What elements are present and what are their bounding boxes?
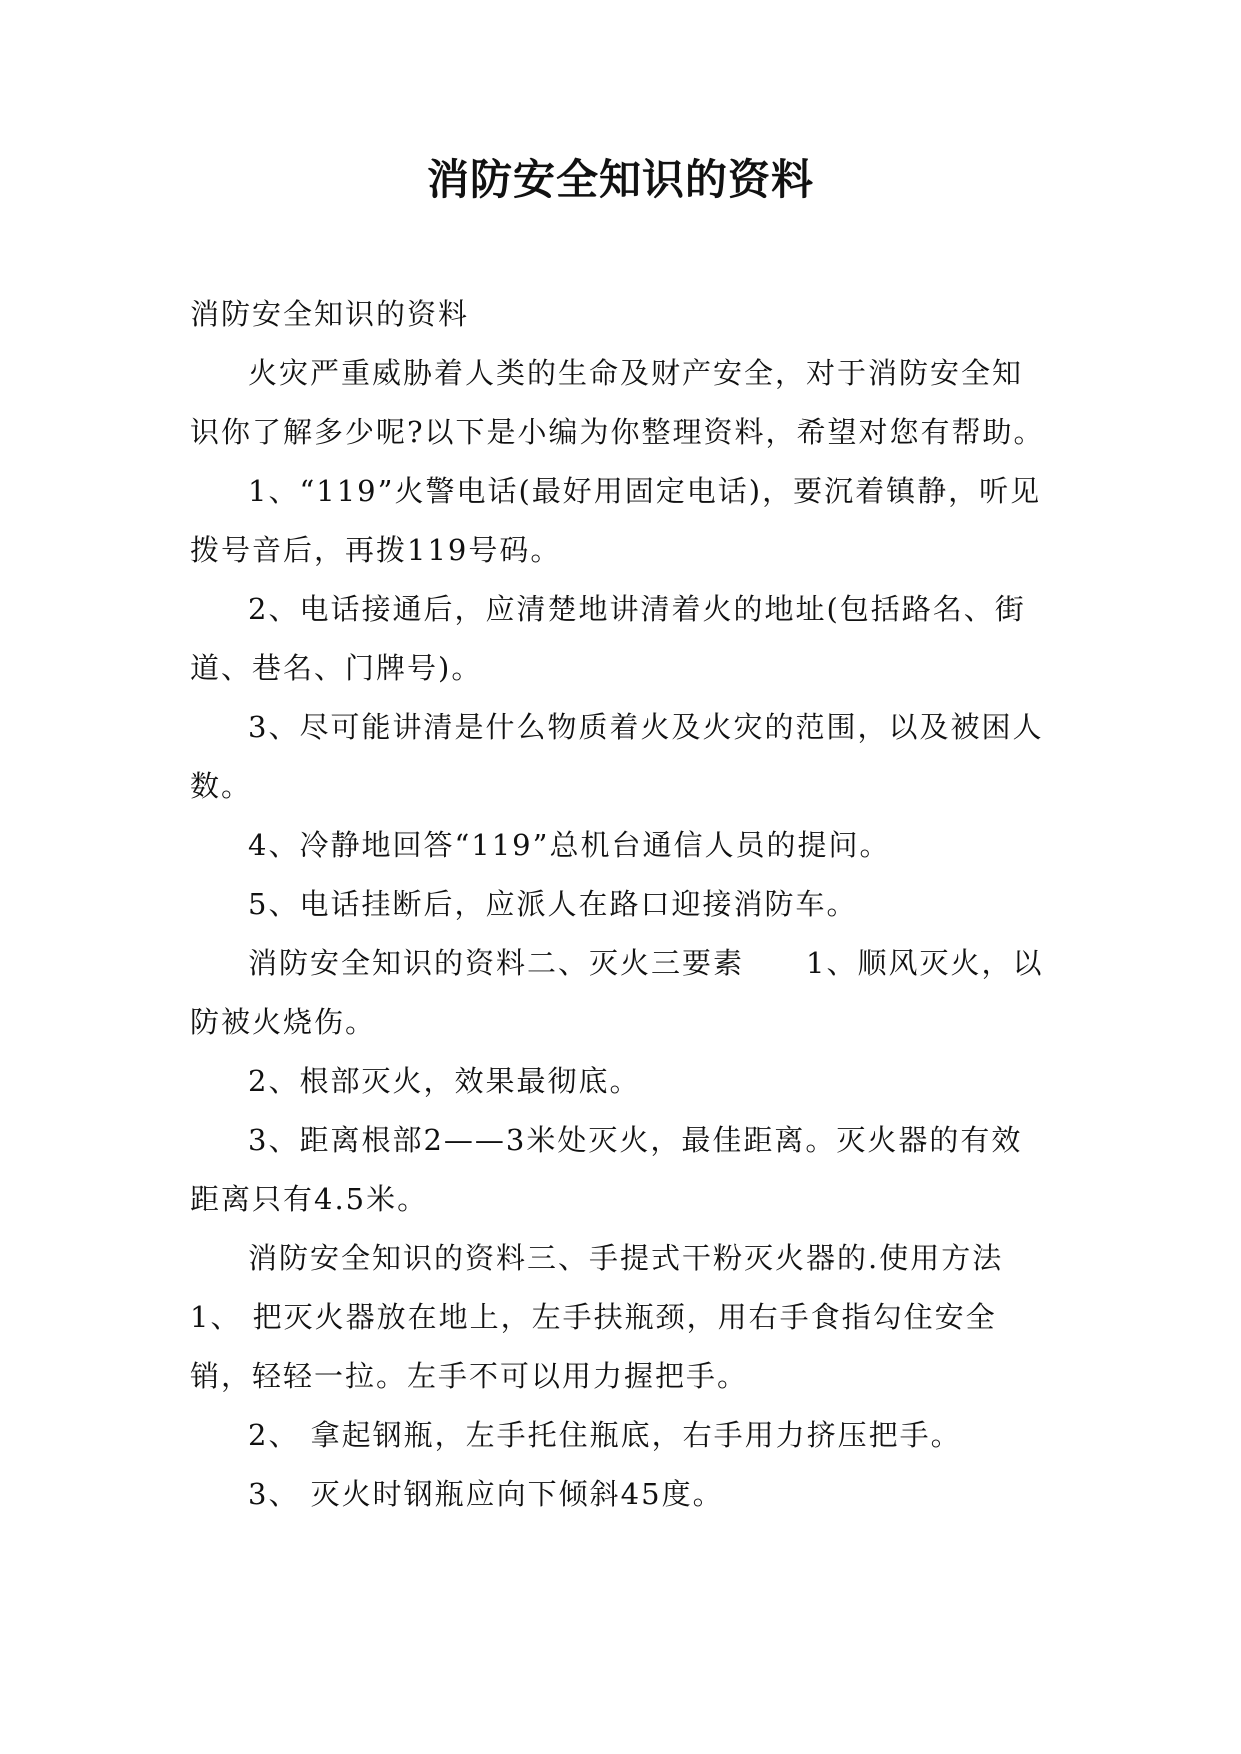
paragraph-step-3: 3、尽可能讲清是什么物质着火及火灾的范围，以及被困人数。 [190,710,1044,803]
paragraph-section-two-item-3: 3、距离根部2——3米处灭火，最佳距离。灭火器的有效距离只有4.5米。 [190,1123,1023,1216]
paragraph-step-1: 1、“119”火警电话(最好用固定电话)，要沉着镇静，听见拨号音后，再拨119号码。 [190,474,1042,567]
paragraph-step-2: 2、电话接通后，应清楚地讲清着火的地址(包括路名、街道、巷名、门牌号)。 [190,592,1026,685]
paragraph-section-two: 消防安全知识的资料二、灭火三要素 1、顺风灭火，以防被火烧伤。 [190,946,1044,1039]
paragraph-intro: 火灾严重威胁着人类的生命及财产安全，对于消防安全知识你了解多少呢?以下是小编为你整理资料，希望对您有帮助。 [190,356,1045,449]
paragraph-section-three-item-3: 3、 灭火时钢瓶应向下倾斜45度。 [248,1477,724,1511]
paragraph-step-4: 4、冷静地回答“119”总机台通信人员的提问。 [248,828,891,862]
document-body [190,285,1066,1524]
paragraph-section-three-item-2: 2、 拿起钢瓶，左手托住瓶底，右手用力挤压把手。 [248,1418,962,1452]
paragraph-section-two-item-2: 2、根部灭火，效果最彻底。 [248,1064,641,1098]
paragraph-section-three: 消防安全知识的资料三、手提式干粉灭火器的.使用方法 1、 把灭火器放在地上，左手扶瓶颈，用右手食指勾住安全销，轻轻一拉。左手不可以用力握把手。 [190,1241,1066,1393]
paragraph-subtitle: 消防安全知识的资料 [190,297,470,331]
document-title: 消防安全知识的资料 [426,155,814,204]
paragraph-step-5: 5、电话挂断后，应派人在路口迎接消防车。 [248,887,858,921]
